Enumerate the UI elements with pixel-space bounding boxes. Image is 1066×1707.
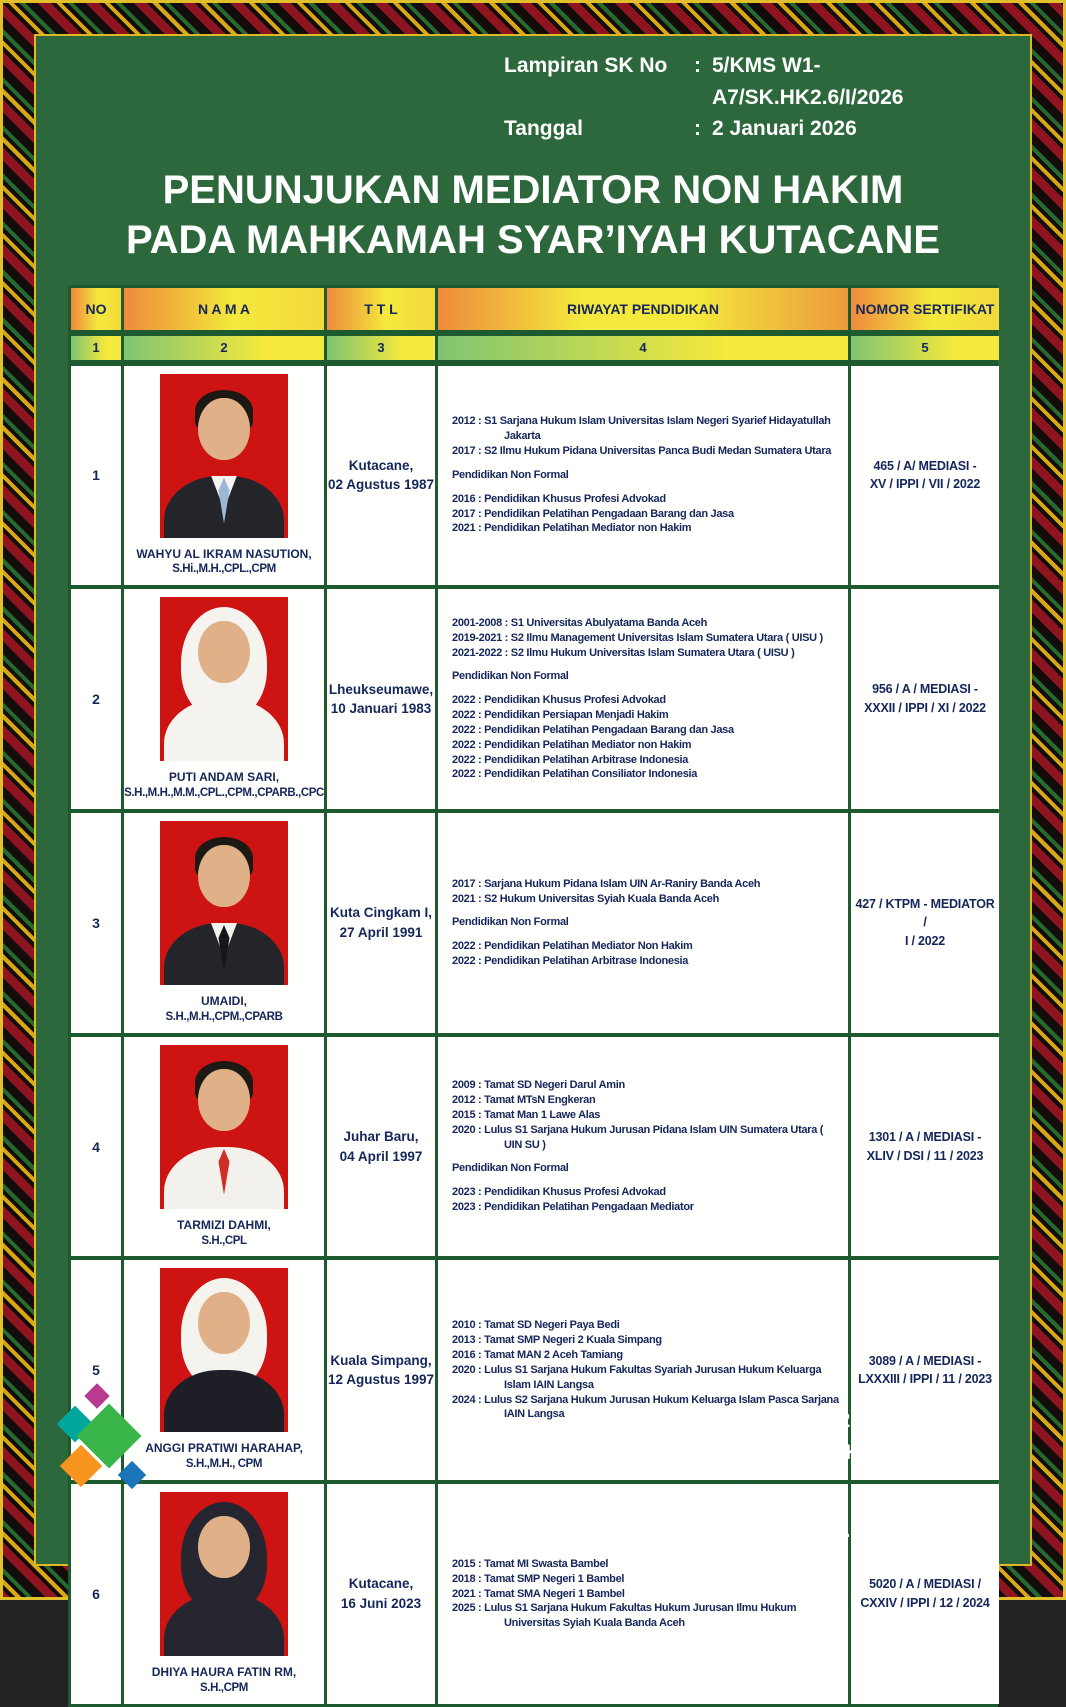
row-number: 1: [92, 467, 100, 484]
signature-role: Ketua Mahkamah Syar'iyah Kutacane: [568, 1441, 940, 1465]
face-shape: [198, 1516, 250, 1578]
formal-education-list: [452, 877, 842, 907]
education-line: 2018 : Tamat SMP Negeri 1 Bambel: [452, 1572, 625, 1585]
education-line: 2022 : Pendidikan Pelatihan Mediator non Hakim: [452, 738, 692, 751]
certificate-number-line1: 5020 / A / MEDIASI /: [869, 1577, 981, 1592]
sk-number-colon: :: [694, 54, 701, 77]
education-line: 2021 : S2 Hukum Universitas Syiah Kuala Banda Aceh: [452, 892, 720, 905]
portrait-photo: [160, 1492, 288, 1656]
torso-shape: [164, 699, 284, 761]
education-line: 2017 : Sarjana Hukum Pidana Islam UIN Ar-Raniry Banda Aceh: [452, 877, 761, 890]
column-number-1: 1: [71, 336, 121, 360]
education-line: 2022 : Pendidikan Pelatihan Consiliator Indonesia: [452, 768, 698, 781]
education-line: 2023 : Pendidikan Khusus Profesi Advokad: [452, 1186, 666, 1199]
education-line: 2024 : Lulus S2 Sarjana Hukum Jurusan Hukum Keluarga Islam Pasca Sarjana IAIN Langsa: [452, 1393, 839, 1421]
education-line: 2022 : Pendidikan Pelatihan Mediator Non Hakim: [452, 940, 693, 953]
face-shape: [198, 845, 250, 907]
table-row: [71, 813, 995, 1033]
name-cell: [124, 813, 324, 1033]
person-titles: S.H.,CPM: [200, 1681, 248, 1694]
person-name: UMAIDI,: [201, 993, 247, 1008]
signature-ttd: t.t.d: [736, 1482, 772, 1504]
certificate-cell: [851, 1037, 999, 1257]
column-number-row: [71, 336, 995, 360]
education-line: 2022 : Pendidikan Pelatihan Pengadaan Barang dan Jasa: [452, 723, 734, 736]
certificate-number-line2: XV / IPPI / VII / 2022: [869, 477, 981, 492]
education-line: 2013 : Tamat SMP Negeri 2 Kuala Simpang: [452, 1334, 662, 1347]
certificate-number-line1: 956 / A / MEDIASI -: [872, 682, 978, 697]
person-titles: S.H.,M.H., CPM: [185, 1458, 263, 1471]
nonformal-education-label: Pendidikan Non Formal: [452, 468, 569, 481]
formal-education-list: [452, 414, 842, 459]
sk-date-line: [504, 113, 1000, 145]
signature-name: T. SWANDI, S.H.I., M.H.: [635, 1519, 873, 1543]
table-row: [71, 589, 995, 809]
birth-place: Kuala Simpang,: [330, 1352, 432, 1368]
education-line: 2020 : Lulus S1 Sarjana Hukum Fakultas Syariah Jurusan Hukum Keluarga Islam IAIN Langsa: [452, 1363, 822, 1391]
header-riwayat-pendidikan: RIWAYAT PENDIDIKAN: [438, 288, 848, 330]
education-line: 2012 : S1 Sarjana Hukum Islam Universitas Islam Negeri Syarief Hidayatullah Jakarta: [452, 415, 831, 443]
certificate-cell: [851, 366, 999, 586]
formal-education-list: [452, 1557, 842, 1631]
education-line: 2010 : Tamat SD Negeri Paya Bedi: [452, 1319, 620, 1332]
column-number-3: 3: [327, 336, 435, 360]
signature-block: [514, 1405, 994, 1548]
birth-place: Kutacane,: [348, 1576, 414, 1592]
portrait-photo: [160, 374, 288, 538]
sk-number-label: Lampiran SK No: [504, 54, 668, 77]
birth-date: 10 Januari 1983: [330, 701, 432, 717]
certificate-number-line1: 1301 / A / MEDIASI -: [868, 1129, 982, 1144]
page-title-line1: PENUNJUKAN MEDIATOR NON HAKIM: [162, 167, 904, 212]
name-cell: [124, 1037, 324, 1257]
portrait-photo: [160, 1268, 288, 1432]
certificate-number-line1: 427 / KTPM - MEDIATOR /: [855, 896, 995, 930]
nonformal-education-label: Pendidikan Non Formal: [452, 1162, 569, 1175]
birth-place-date-cell: [327, 1037, 435, 1257]
education-cell: [438, 366, 848, 586]
row-number-cell: [71, 1484, 121, 1704]
torso-shape: [164, 1370, 284, 1432]
person-name: WAHYU AL IKRAM NASUTION,: [136, 546, 312, 561]
row-number-cell: [71, 1037, 121, 1257]
document-body: [34, 34, 1032, 1694]
birth-place-date-cell: [327, 589, 435, 809]
birth-place: Kutacane,: [348, 457, 414, 473]
education-line: 2017 : S2 Ilmu Hukum Pidana Universitas Panca Budi Medan Sumatera Utara: [452, 445, 832, 458]
birth-place-date-cell: [327, 1484, 435, 1704]
birth-date: 04 April 1997: [339, 1148, 423, 1164]
education-cell: [438, 813, 848, 1033]
education-line: 2016 : Pendidikan Khusus Profesi Advokad: [452, 492, 666, 505]
face-shape: [198, 1292, 250, 1354]
birth-place-date-cell: [327, 366, 435, 586]
face-shape: [198, 398, 250, 460]
birth-date: 16 Juni 2023: [340, 1596, 422, 1612]
education-line: 2015 : Tamat Man 1 Lawe Alas: [452, 1108, 601, 1121]
certificate-number-line2: CXXIV / IPPI / 12 / 2024: [860, 1596, 990, 1611]
education-line: 2016 : Tamat MAN 2 Aceh Tamiang: [452, 1349, 623, 1362]
education-cell: [438, 589, 848, 809]
education-cell: [438, 1037, 848, 1257]
page-title-line2: PADA MAHKAMAH SYAR’IYAH KUTACANE: [125, 217, 941, 262]
certificate-number-line2: I / 2022: [904, 934, 946, 949]
table-row: [71, 1037, 995, 1257]
education-line: 2022 : Pendidikan Persiapan Menjadi Hakim: [452, 709, 669, 722]
row-number: 5: [92, 1362, 100, 1379]
signature-place-date: Kutacane, 02 Januari 2026: [622, 1408, 886, 1432]
diamond-logo: [58, 1387, 178, 1512]
person-name: PUTI ANDAM SARI,: [168, 770, 280, 785]
page-title: [36, 165, 1030, 265]
row-number: 6: [92, 1586, 100, 1603]
face-shape: [198, 1069, 250, 1131]
birth-place-date-cell: [327, 1260, 435, 1480]
certificate-cell: [851, 813, 999, 1033]
column-number-5: 5: [851, 336, 999, 360]
education-line: 2021-2022 : S2 Ilmu Hukum Universitas Islam Sumatera Utara ( UISU ): [452, 646, 795, 659]
sk-date-value: 2 Januari 2026: [712, 117, 857, 140]
person-name: ANGGI PRATIWI HARAHAP,: [145, 1441, 303, 1456]
row-number: 3: [92, 914, 100, 931]
header-nama: N A M A: [124, 288, 324, 330]
education-line: 2019-2021 : S2 Ilmu Management Universitas Islam Sumatera Utara ( UISU ): [452, 631, 823, 644]
column-number-2: 2: [124, 336, 324, 360]
nonformal-education-list: [452, 693, 842, 782]
education-line: 2015 : Tamat MI Swasta Bambel: [452, 1557, 609, 1570]
portrait-photo: [160, 597, 288, 761]
education-line: 2021 : Tamat SMA Negeri 1 Bambel: [452, 1587, 625, 1600]
education-line: 2012 : Tamat MTsN Engkeran: [452, 1094, 596, 1107]
face-shape: [198, 621, 250, 683]
education-line: 2023 : Pendidikan Pelatihan Pengadaan Mediator: [452, 1201, 694, 1214]
header-no: NO: [71, 288, 121, 330]
table-header-row: [71, 288, 995, 330]
header-nomor-sertifikat: NOMOR SERTIFIKAT: [851, 288, 999, 330]
education-line: 2020 : Lulus S1 Sarjana Hukum Jurusan Pidana Islam UIN Sumatera Utara ( UIN SU ): [452, 1123, 824, 1151]
row-number-cell: [71, 366, 121, 586]
birth-place-date-cell: [327, 813, 435, 1033]
education-line: 2022 : Pendidikan Khusus Profesi Advokad: [452, 694, 666, 707]
row-number: 4: [92, 1138, 100, 1155]
person-titles: S.H.,CPL: [201, 1234, 247, 1247]
education-line: 2022 : Pendidikan Pelatihan Arbitrase Indonesia: [452, 955, 689, 968]
person-name: DHIYA HAURA FATIN RM,: [151, 1665, 297, 1680]
education-line: 2025 : Lulus S1 Sarjana Hukum Fakultas Hukum Jurusan Ilmu Hukum Universitas Syiah Kuala Banda Aceh: [452, 1602, 797, 1630]
birth-place: Lheukseumawe,: [328, 681, 434, 697]
certificate-cell: [851, 589, 999, 809]
sk-number-line: [504, 50, 1000, 113]
formal-education-list: [452, 1078, 842, 1152]
row-number-cell: [71, 813, 121, 1033]
name-cell: [124, 589, 324, 809]
column-number-4: 4: [438, 336, 848, 360]
row-number-cell: [71, 589, 121, 809]
certificate-number-line2: XXXII / IPPI / XI / 2022: [864, 701, 986, 716]
birth-place: Juhar Baru,: [343, 1129, 419, 1144]
formal-education-list: [452, 616, 842, 661]
portrait-photo: [160, 821, 288, 985]
name-cell: [124, 366, 324, 586]
birth-date: 02 Agustus 1987: [327, 477, 435, 493]
person-titles: S.H.,M.H.,CPM.,CPARB: [165, 1010, 283, 1023]
sk-number-value: 5/KMS W1-A7/SK.HK2.6/I/2026: [712, 54, 904, 109]
person-titles: S.Hi.,M.H.,CPL.,CPM: [172, 563, 276, 576]
torso-shape: [164, 1594, 284, 1656]
nonformal-education-label: Pendidikan Non Formal: [452, 916, 569, 929]
education-line: 2022 : Pendidikan Pelatihan Arbitrase Indonesia: [452, 753, 689, 766]
birth-date: 27 April 1991: [339, 924, 423, 940]
nonformal-education-list: [452, 1185, 842, 1215]
portrait-photo: [160, 1045, 288, 1209]
sk-date-colon: :: [694, 117, 701, 140]
nonformal-education-list: [452, 939, 842, 969]
birth-place: Kuta Cingkam I,: [329, 905, 432, 921]
education-line: 2009 : Tamat SD Negeri Darul Amin: [452, 1079, 625, 1092]
table-row: [71, 366, 995, 586]
row-number: 2: [92, 691, 100, 708]
certificate-number-line1: 465 / A/ MEDIASI -: [873, 458, 977, 473]
nonformal-education-label: Pendidikan Non Formal: [452, 670, 569, 683]
sk-date-label: Tanggal: [504, 117, 583, 140]
person-titles: S.H.,M.H.,M.M.,CPL.,CPM.,CPARB.,CPC: [124, 787, 324, 800]
birth-date: 12 Agustus 1997: [327, 1372, 435, 1388]
education-line: 2017 : Pendidikan Pelatihan Pengadaan Barang dan Jasa: [452, 507, 734, 520]
education-line: 2021 : Pendidikan Pelatihan Mediator non Hakim: [452, 522, 692, 535]
nonformal-education-list: [452, 492, 842, 537]
sk-reference-block: [504, 50, 1000, 145]
logo-diamond-blue: [118, 1461, 146, 1489]
certificate-number-line2: LXXXIII / IPPI / 11 / 2023: [858, 1372, 992, 1387]
name-cell: [124, 1484, 324, 1704]
header-ttl: T T L: [327, 288, 435, 330]
education-line: 2001-2008 : S1 Universitas Abulyatama Banda Aceh: [452, 616, 708, 629]
person-name: TARMIZI DAHMI,: [177, 1217, 271, 1232]
certificate-number-line2: XLIV / DSI / 11 / 2023: [866, 1148, 984, 1163]
certificate-number-line1: 3089 / A / MEDIASI -: [868, 1353, 982, 1368]
